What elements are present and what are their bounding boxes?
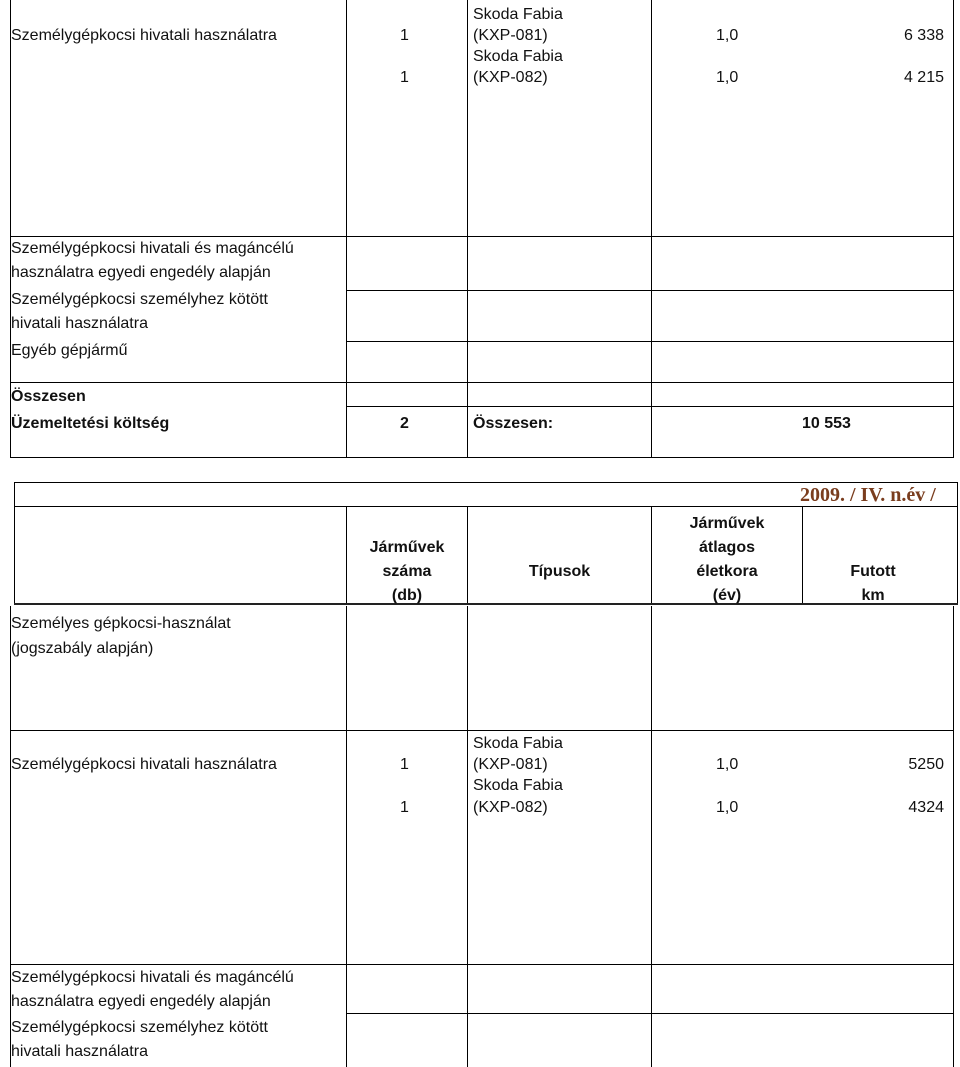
row-label-szemelyhez: hivatali használatra [11, 1043, 148, 1060]
row-label-egyeb: Egyéb gépjármű [11, 342, 128, 359]
grid-line [467, 606, 468, 1067]
grid-line [10, 382, 954, 383]
vehicle-plate: (KXP-082) [473, 69, 548, 86]
km-value: 5250 [908, 756, 944, 773]
grid-line [467, 0, 468, 458]
header-count: száma [382, 563, 432, 580]
grid-line [346, 606, 347, 1067]
header-km: km [861, 587, 885, 604]
header-count: (db) [391, 587, 423, 604]
grid-line [346, 341, 954, 342]
grid-line [953, 606, 954, 1067]
header-km: Futott [850, 563, 896, 580]
grid-line [346, 406, 954, 407]
vehicle-type: Skoda Fabia [473, 735, 563, 752]
grid-line [346, 1013, 954, 1014]
vehicle-count: 1 [400, 799, 409, 816]
row-label-szemelyhez: Személygépkocsi személyhez kötött [11, 291, 268, 308]
header-count: Járművek [369, 539, 445, 556]
km-value: 6 338 [903, 27, 944, 44]
grid-line [10, 457, 954, 458]
grid-line [14, 482, 15, 604]
vehicle-plate: (KXP-081) [473, 27, 548, 44]
grid-line [957, 482, 958, 604]
grid-line [651, 606, 652, 1067]
vehicle-type: Skoda Fabia [473, 777, 563, 794]
header-age: életkora [696, 563, 758, 580]
row-label-hivatali: Személygépkocsi hivatali használatra [11, 756, 277, 773]
total-count: 2 [400, 415, 409, 432]
total-label: Összesen: [473, 415, 554, 432]
vehicle-age: 1,0 [716, 756, 739, 773]
section-title: Személyes gépkocsi-használat [11, 615, 231, 632]
row-label-osszesen: Összesen [11, 388, 86, 405]
row-label-maganc: használatra egyedi engedély alapján [11, 264, 271, 281]
section-title: (jogszabály alapján) [11, 640, 154, 657]
header-age: átlagos [698, 539, 755, 556]
grid-line [467, 506, 468, 604]
grid-line [14, 482, 958, 483]
vehicle-plate: (KXP-081) [473, 756, 548, 773]
header-types: Típusok [528, 563, 591, 580]
row-label-uzemeltetesi: Üzemeltetési költség [11, 415, 170, 432]
row-label-hivatali: Személygépkocsi hivatali használatra [11, 27, 277, 44]
grid-line [346, 0, 347, 458]
row-label-szemelyhez: hivatali használatra [11, 315, 148, 332]
row-label-maganc: Személygépkocsi hivatali és magáncélú [11, 969, 294, 986]
vehicle-count: 1 [400, 756, 409, 773]
km-value: 4 215 [903, 69, 944, 86]
vehicle-plate: (KXP-082) [473, 799, 548, 816]
total-value: 10 553 [802, 415, 851, 432]
km-value: 4324 [908, 799, 944, 816]
vehicle-age: 1,0 [716, 27, 739, 44]
grid-line [346, 290, 954, 291]
vehicle-type: Skoda Fabia [473, 6, 563, 23]
grid-line [10, 964, 954, 965]
header-age: (év) [712, 587, 742, 604]
vehicle-age: 1,0 [716, 69, 739, 86]
header-age: Járművek [689, 515, 765, 532]
vehicle-type: Skoda Fabia [473, 48, 563, 65]
period-label: 2009. / IV. n.év / [800, 484, 936, 506]
row-label-maganc: használatra egyedi engedély alapján [11, 993, 271, 1010]
row-label-maganc: Személygépkocsi hivatali és magáncélú [11, 240, 294, 257]
vehicle-age: 1,0 [716, 799, 739, 816]
row-label-szemelyhez: Személygépkocsi személyhez kötött [11, 1019, 268, 1036]
vehicle-count: 1 [400, 69, 409, 86]
grid-line [953, 0, 954, 458]
grid-line [10, 730, 954, 731]
grid-line [651, 0, 652, 458]
vehicle-count: 1 [400, 27, 409, 44]
